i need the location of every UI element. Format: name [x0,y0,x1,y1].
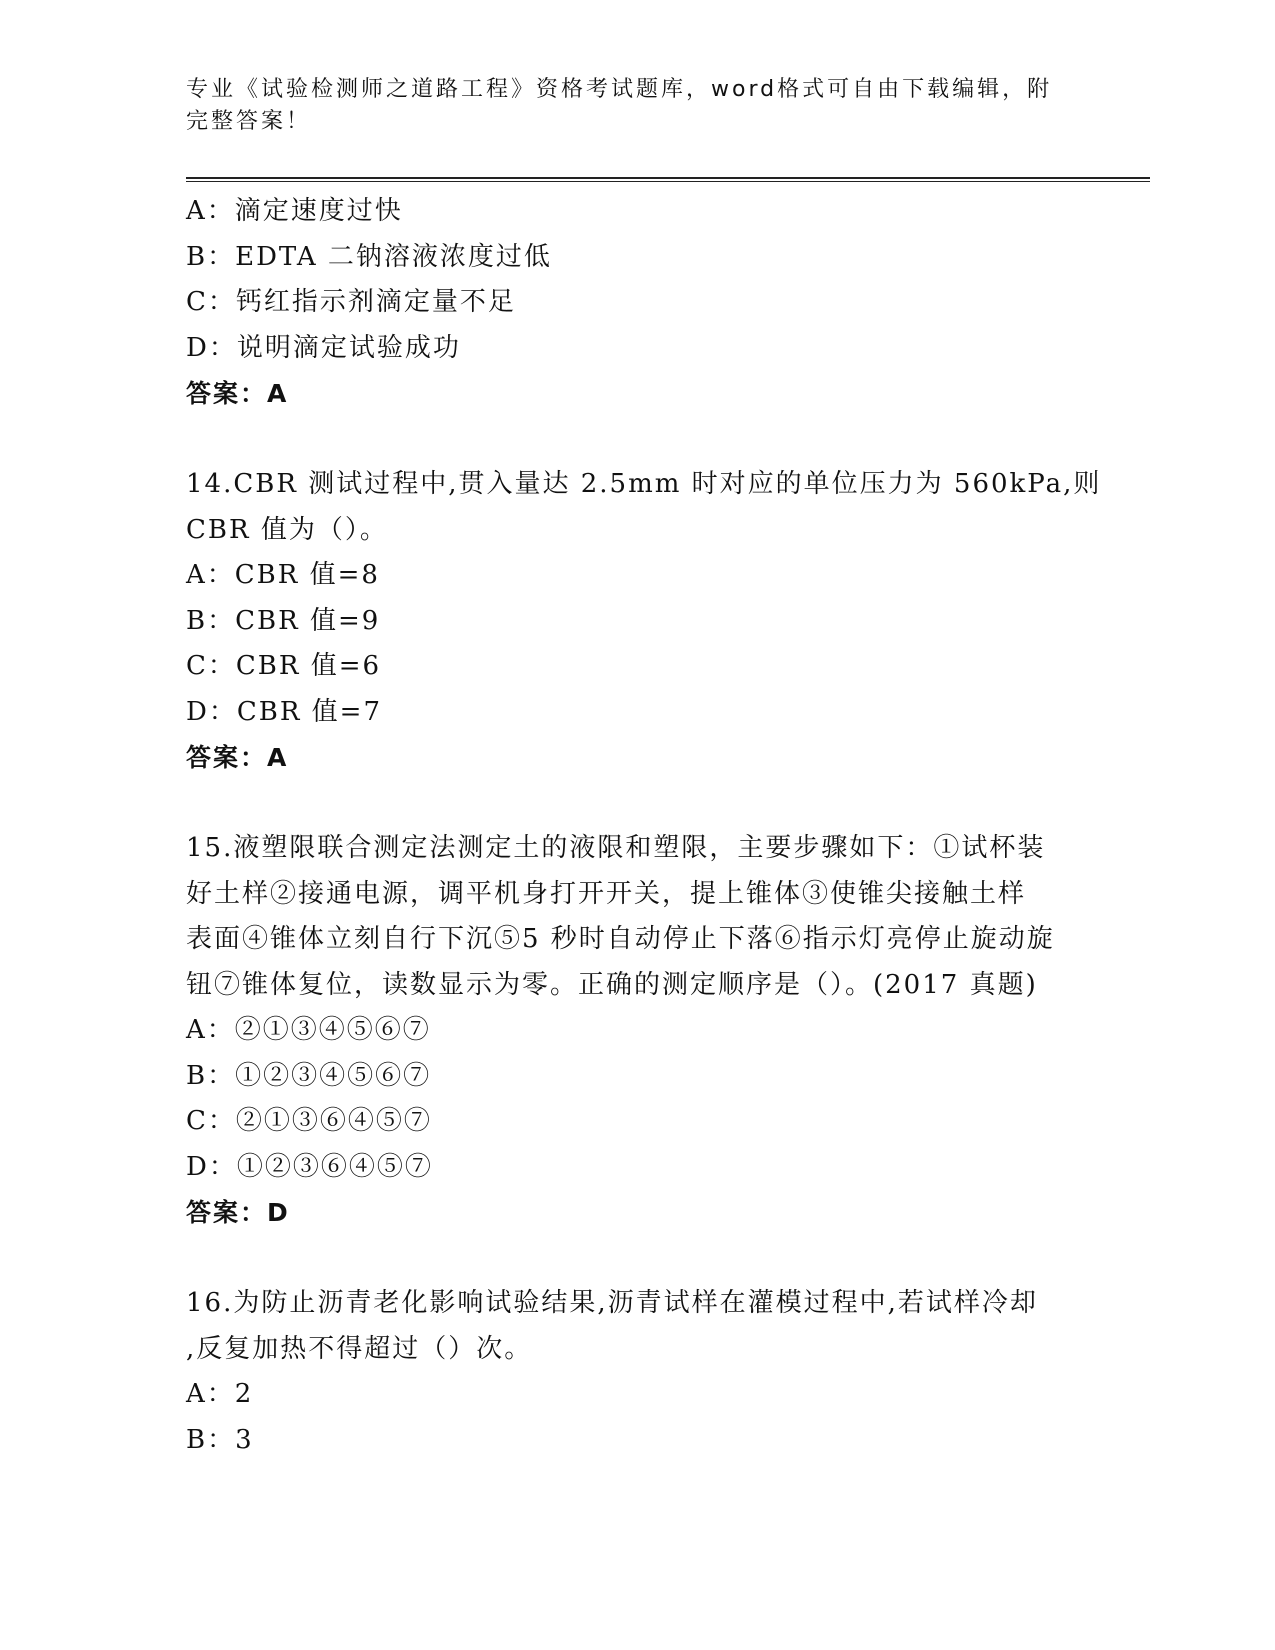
option-c: C：CBR 值=6 [186,651,382,681]
header-divider [186,177,1150,179]
spacer [186,1236,1086,1282]
option-b: B：①②③④⑤⑥⑦ [186,1060,432,1091]
option-b: B：EDTA 二钠溶液浓度过低 [186,241,552,272]
question-text-line: 15.液塑限联合测定法测定土的液限和塑限，主要步骤如下：①试杯装 [186,833,1046,863]
question-16 [186,1281,1086,1463]
question-13 [186,189,1086,417]
question-14 [186,462,1102,781]
document-header [186,74,1066,138]
option-b: B：CBR 值=9 [186,605,381,636]
option-c: C：②①③⑥④⑤⑦ [186,1106,432,1136]
spacer [186,417,1086,463]
spacer [186,781,1086,827]
question-text-line: 16.为防止沥青老化影响试验结果,沥青试样在灌模过程中,若试样冷却 [186,1288,1038,1318]
question-text-line: ,反复加热不得超过（）次。 [186,1333,533,1364]
answer-label: 答案：A [186,379,289,408]
question-text-line: 表面④锥体立刻自行下沉⑤5 秒时自动停止下落⑥指示灯亮停止旋动旋 [186,924,1055,954]
question-text-line: 好土样②接通电源，调平机身打开开关，提上锥体③使锥尖接触土样 [186,878,1027,909]
question-15 [186,826,1086,1236]
option-a: A：滴定速度过快 [186,196,403,226]
option-a: A：②①③④⑤⑥⑦ [186,1015,431,1045]
option-c: C：钙红指示剂滴定量不足 [186,287,516,317]
answer-label: 答案：A [186,743,289,772]
option-d: D：①②③⑥④⑤⑦ [186,1151,433,1182]
option-d: D：CBR 值=7 [186,696,383,727]
question-text-line: 钮⑦锥体复位，读数显示为零。正确的测定顺序是（）。(2017 真题) [186,969,1038,1000]
option-b: B：3 [186,1424,254,1455]
option-d: D：说明滴定试验成功 [186,332,461,363]
header-divider-thin [186,181,1150,182]
option-a: A：2 [186,1379,254,1409]
answer-label: 答案：D [186,1198,290,1227]
header-intro-text: 专业《试验检测师之道路工程》资格考试题库，word格式可自由下载编辑，附完整答案！ [186,77,1053,134]
document-body [186,189,1102,1463]
option-a: A：CBR 值=8 [186,560,380,590]
question-text-line: 14.CBR 测试过程中,贯入量达 2.5mm 时对应的单位压力为 560kPa,则 [186,469,1102,499]
question-text-line: CBR 值为（）。 [186,514,388,545]
